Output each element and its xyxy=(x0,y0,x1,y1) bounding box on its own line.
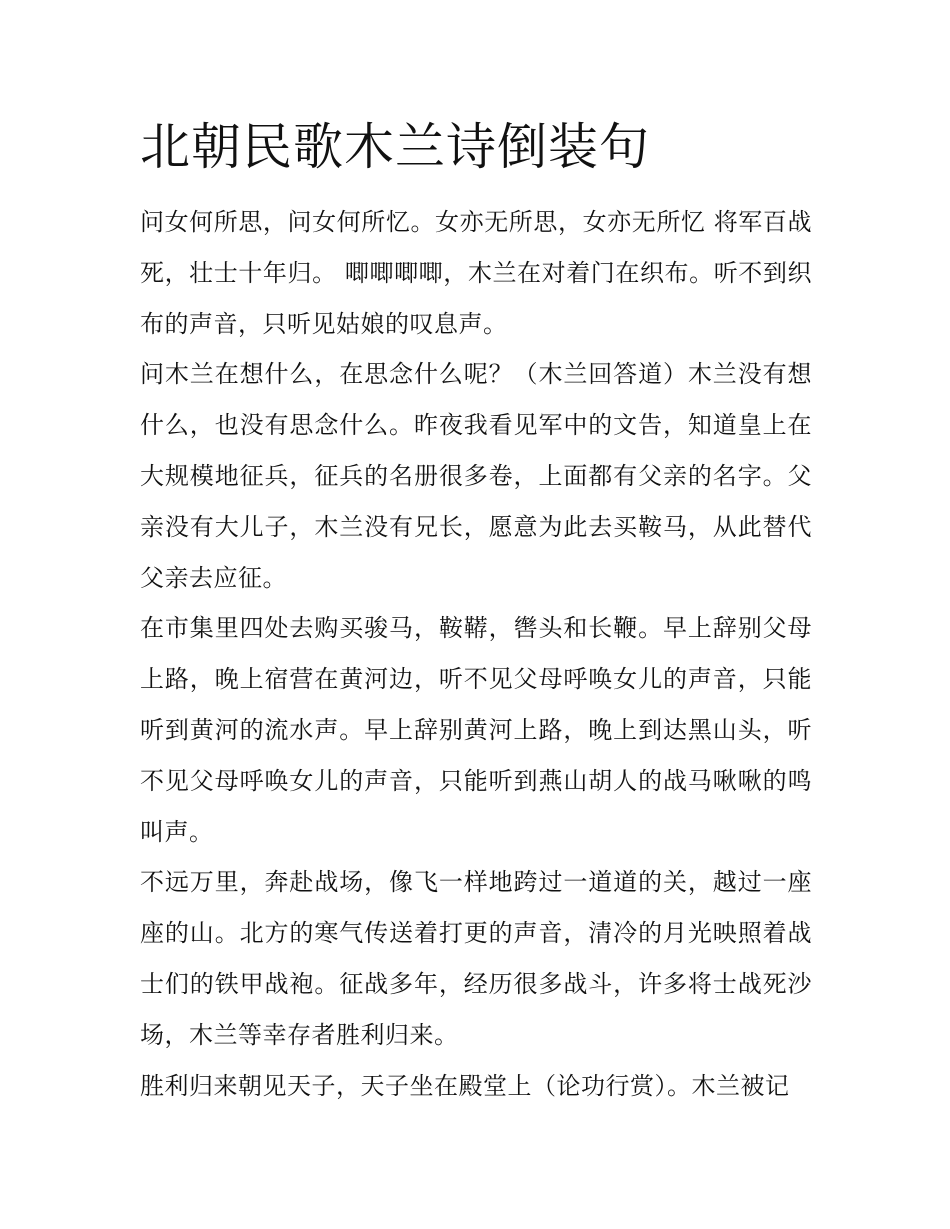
paragraph-3: 在市集里四处去购买骏马，鞍鞯，辔头和长鞭。早上辞别父母上路，晚上宿营在黄河边，听不见父母呼唤女儿的声音，只能听到黄河的流水声。早上辞别黄河上路，晚上到达黑山头，听不见父母呼唤女儿的声音，只能听到燕山胡人的战马啾啾的鸣叫声。 xyxy=(140,614,812,846)
paragraph-5: 胜利归来朝见天子，天子坐在殿堂上（论功行赏）。木兰被记 xyxy=(140,1071,790,1100)
paragraph-4: 不远万里，奔赴战场，像飞一样地跨过一道道的关，越过一座座的山。北方的寒气传送着打更的声音，清冷的月光映照着战士们的铁甲战袍。征战多年，经历很多战斗，许多将士战死沙场，木兰等幸存者胜利归来。 xyxy=(140,868,812,1049)
paragraph-2: 问木兰在想什么，在思念什么呢？（木兰回答道）木兰没有想什么，也没有思念什么。昨夜我看见军中的文告，知道皇上在大规模地征兵，征兵的名册很多卷，上面都有父亲的名字。父亲没有大儿子，木兰没有兄长，愿意为此去买鞍马，从此替代父亲去应征。 xyxy=(140,360,812,592)
document-title: 北朝民歌木兰诗倒装句 xyxy=(140,118,650,176)
document-body xyxy=(140,197,812,1111)
paragraph-1: 问女何所思，问女何所忆。女亦无所思，女亦无所忆 将军百战死，壮士十年归。 唧唧唧唧，木兰在对着门在织布。听不到织布的声音，只听见姑娘的叹息声。 xyxy=(140,208,812,338)
